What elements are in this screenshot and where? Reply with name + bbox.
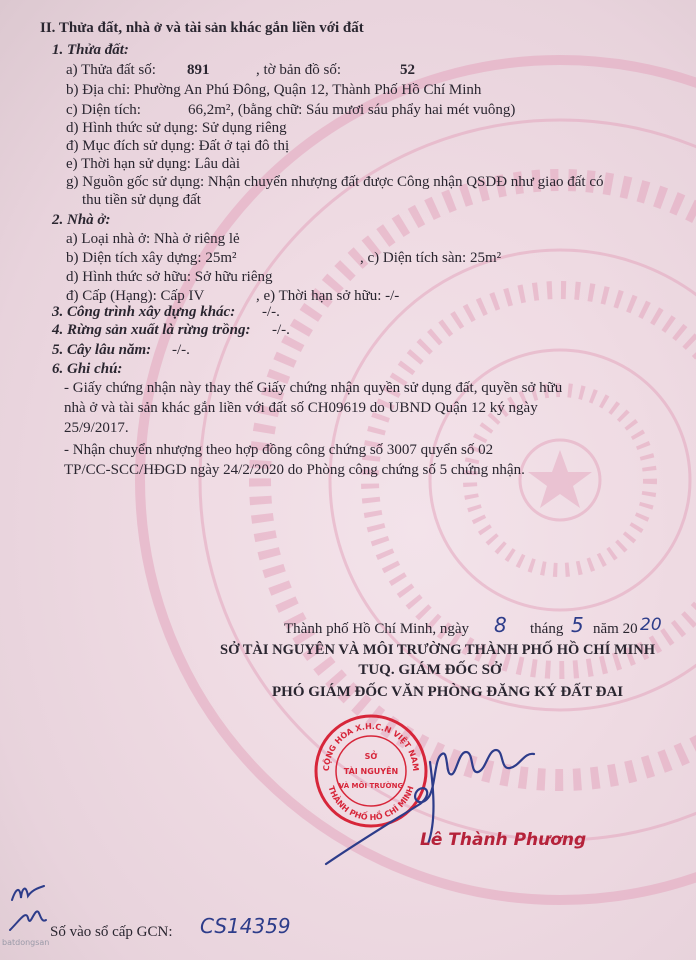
gcn-label: Số vào sổ cấp GCN: xyxy=(50,924,173,940)
house-type: a) Loại nhà ở: Nhà ở riêng lẻ xyxy=(66,231,240,247)
use-duration: e) Thời hạn sử dụng: Lâu dài xyxy=(66,156,241,172)
issue-month-label: tháng xyxy=(530,621,564,637)
gcn-number: CS14359 xyxy=(200,914,291,938)
floor-area: , c) Diện tích sàn: 25m² xyxy=(360,250,502,266)
ownership-form: d) Hình thức sở hữu: Sở hữu riêng xyxy=(66,269,273,285)
other-construction-value: -/-. xyxy=(262,304,280,320)
note-line: 25/9/2017. xyxy=(64,420,129,436)
issue-month: 5 xyxy=(571,613,584,637)
built-area: b) Diện tích xây dựng: 25m² xyxy=(66,250,237,266)
house-grade: đ) Cấp (Hạng): Cấp IV xyxy=(66,288,205,304)
use-origin-line2: thu tiền sử dụng đất xyxy=(82,192,201,208)
parcel-label: a) Thửa đất số: xyxy=(66,62,156,78)
issue-day: 8 xyxy=(494,613,507,637)
issue-year-label: năm 20 xyxy=(593,621,638,637)
signer-name: Lê Thành Phương xyxy=(420,830,587,850)
map-sheet-label: , tờ bản đồ số: xyxy=(256,62,342,78)
note-line: - Nhận chuyển nhượng theo hợp đồng công chứng số 3007 quyển số 02 xyxy=(64,442,494,458)
other-construction-heading: 3. Công trình xây dựng khác: xyxy=(52,304,236,320)
note-line: nhà ở và tài sản khác gắn liền với đất số CH09619 do UBND Quận 12 ký ngày xyxy=(64,400,538,416)
land-heading: 1. Thửa đất: xyxy=(52,42,129,58)
use-origin-line1: g) Nguồn gốc sử dụng: Nhận chuyển nhượng đất được Công nhận QSDĐ như giao đất có xyxy=(66,174,604,190)
authority-line1: SỞ TÀI NGUYÊN VÀ MÔI TRƯỜNG THÀNH PHỐ HỒ CHÍ MINH xyxy=(220,642,656,658)
seal-ring-text: CỘNG HÒA X.H.C.N VIỆT NAM xyxy=(321,721,421,772)
issue-year: 20 xyxy=(640,615,662,635)
area-label: c) Diện tích: xyxy=(66,102,141,118)
issue-date-prefix: Thành phố Hồ Chí Minh, ngày xyxy=(284,621,469,637)
perennial-value: -/-. xyxy=(172,342,190,358)
ownership-duration: , e) Thời hạn sở hữu: -/- xyxy=(256,288,400,304)
perennial-heading: 5. Cây lâu năm: xyxy=(52,342,152,358)
use-purpose: đ) Mục đích sử dụng: Đất ở tại đô thị xyxy=(66,138,290,154)
section-title: II. Thửa đất, nhà ở và tài sản khác gắn liền với đất xyxy=(40,20,364,36)
seal-center-line: VÀ MÔI TRƯỜNG xyxy=(338,782,404,790)
notes-heading: 6. Ghi chú: xyxy=(52,361,123,377)
parcel-number: 891 xyxy=(187,62,210,78)
handwritten-signature xyxy=(318,732,548,872)
area-value: 66,2m², (bằng chữ: Sáu mươi sáu phẩy hai mét vuông) xyxy=(188,102,516,118)
authority-line3: PHÓ GIÁM ĐỐC VĂN PHÒNG ĐĂNG KÝ ĐẤT ĐAI xyxy=(272,684,624,700)
use-form: d) Hình thức sử dụng: Sử dụng riêng xyxy=(66,120,287,136)
map-sheet-number: 52 xyxy=(400,62,415,78)
seal-bottom-text: THÀNH PHỐ HỒ CHÍ MINH xyxy=(326,784,416,823)
forest-value: -/-. xyxy=(272,322,290,338)
seal-center-line: TÀI NGUYÊN xyxy=(343,767,399,776)
note-line: TP/CC-SCC/HĐGD ngày 24/2/2020 do Phòng công chứng số 5 chứng nhận. xyxy=(64,462,525,478)
forest-heading: 4. Rừng sản xuất là rừng trồng: xyxy=(52,322,251,338)
watermark: batdongsan xyxy=(2,938,50,947)
house-heading: 2. Nhà ở: xyxy=(52,212,111,228)
address: b) Địa chỉ: Phường An Phú Đông, Quận 12, Thành Phố Hồ Chí Minh xyxy=(66,82,482,98)
seal-center-line: SỞ xyxy=(364,752,378,761)
note-line: - Giấy chứng nhận này thay thế Giấy chứng nhận quyền sử dụng đất, quyền sở hữu xyxy=(64,380,563,396)
authority-line2: TUQ. GIÁM ĐỐC SỞ xyxy=(358,662,502,678)
